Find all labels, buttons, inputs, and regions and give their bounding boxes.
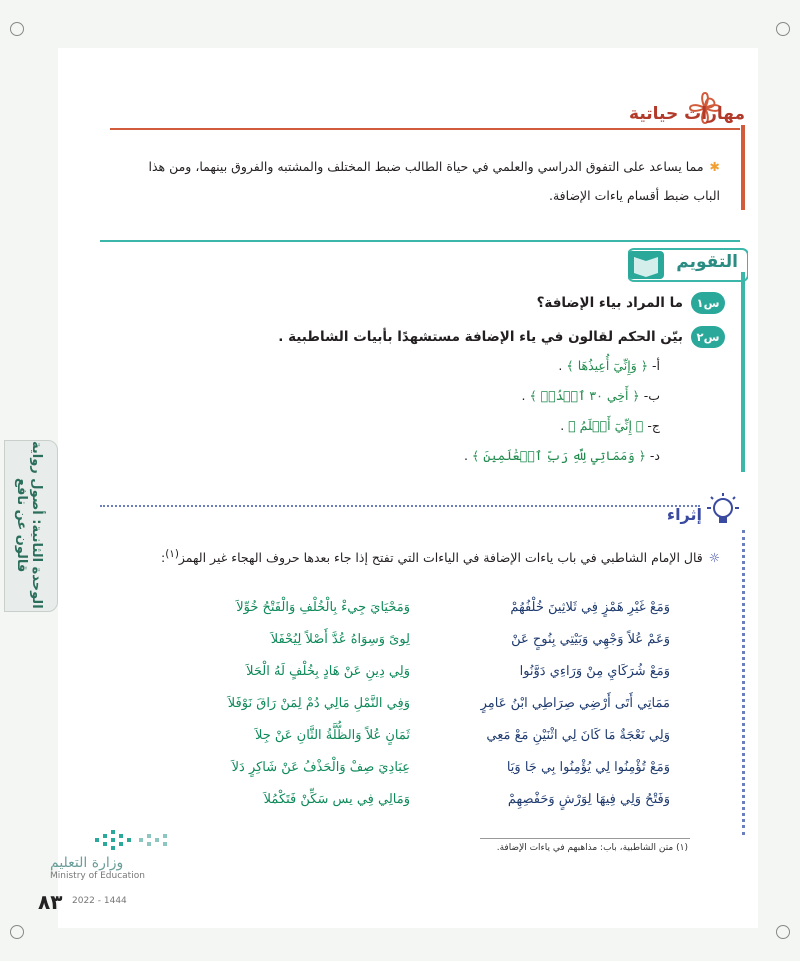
registration-mark-bottom-right <box>776 925 790 939</box>
evaluation-header-line <box>100 240 740 242</box>
ministry-name-en: Ministry of Education <box>50 871 145 881</box>
verse-line: وَلِي دِينِ عَنْ هَادٍ بِخُلْفٍ لَهُ الْحَلاَ <box>246 664 410 679</box>
verses-right-column <box>415 592 670 816</box>
enrichment-text: قال الإمام الشاطبي في باب ياءات الإضافة في الياءات التي تفتح إذا جاء بعدها حروف الهجاء غير الهمز <box>178 550 703 566</box>
ministry-name-ar: وزارة التعليم <box>50 855 124 871</box>
sun-bullet-icon: ☼ <box>708 550 720 566</box>
option-a: أ- ﴿ وَإِنِّيٓ أُعِيذُهَا ﴾ . <box>558 358 660 373</box>
question-2 <box>278 326 725 348</box>
question-1-text: ما المراد بياء الإضافة؟ <box>536 295 683 311</box>
verse-line: وَلِي نَعْجَةٌ مَا كَانَ لِي اثْنَيْنِ مَعْ مَعِي <box>486 728 670 743</box>
evaluation-side-bar <box>741 272 745 472</box>
verse-line: وَمَعْ شُرَكَايِ مِنْ وَرَاءِي دَوَّنُوا <box>519 664 670 679</box>
footnote-marker: (١) <box>165 548 179 560</box>
question-1 <box>537 292 725 314</box>
verse-line: ثَمَانٍ عُلاً وَالظُّلَّةُ الثَّانِ عَنْ جِلاَ <box>254 728 410 743</box>
registration-mark-bottom-left <box>10 925 24 939</box>
star-bullet-icon: ✱ <box>709 159 720 174</box>
question-2-text: بيّن الحكم لقالون في ياء الإضافة مستشهدًا بأبيات الشاطبية . <box>278 329 683 345</box>
verse-line: وَمَحْيَايَ جِيءْ بِالْخُلْفِ وَالْفَتْحُ خُوِّلاَ <box>236 600 410 615</box>
lightbulb-icon <box>701 492 745 530</box>
evaluation-title: التقويم <box>676 252 738 272</box>
question-2-badge: س٢ <box>691 326 725 348</box>
enrichment-title: إثراء <box>666 505 702 524</box>
footnote-divider <box>480 838 690 839</box>
verse-line: مَمَاتِي أَتَى أَرْضِي صِرَاطِي ابْنُ عَامِرٍ <box>480 696 670 711</box>
enrichment-side-bar <box>738 530 745 835</box>
year-label: 2022 - 1444 <box>72 896 127 906</box>
ministry-logo-icon <box>95 828 175 850</box>
enrichment-header-line <box>100 505 700 507</box>
option-d: د- ﴿ وَمَمَاتِي لِلَّهِ رَبِّ ٱلۡعَٰلَمِينَ ﴾ . <box>463 448 660 463</box>
skills-text: مما يساعد على التفوق الدراسي والعلمي في حياة الطالب ضبط المختلف والمشتبه والفروق بينهما، ومن هذا الباب ضبط أقسام ياءات الإضافة. <box>148 159 720 203</box>
verse-line: وَفَتْحُ وَلِي فِيهَا لِوَرْشٍ وَحَفْصِهِمْ <box>507 792 670 807</box>
verses-left-column <box>170 592 410 816</box>
verse-line: وَمَعْ غَيْرِ هَمْزٍ فِي ثَلاثِينَ خُلْفُهُمْ <box>510 600 670 615</box>
skills-body <box>120 152 720 210</box>
footnote: (١) متن الشاطبية، باب: مذاهبهم في ياءات الإضافة. <box>496 843 688 853</box>
registration-mark-top-right <box>776 22 790 36</box>
skills-side-bar <box>741 125 745 210</box>
registration-mark-top-left <box>10 22 24 36</box>
unit-side-tab-label: الوحدة الثانية: أصول رواية قالون عن نافع <box>14 441 44 609</box>
verse-line: عِبَادِيَ صِفْ وَالْحَذْفُ عَنْ شَاكِرٍ دَلاَ <box>231 760 410 775</box>
ministry-block <box>50 855 190 881</box>
page-number: ٨٣ <box>38 890 63 914</box>
option-c: ج- ﴿ إِنِّيٓ أَعۡلَمُ ﴾ . <box>560 418 660 433</box>
verse-line: وَفِي النَّمْلِ مَالِي دُمْ لِمَنْ رَاقَ نَوْفَلاَ <box>227 696 410 711</box>
verse-line: وَمَالِي فِي يس سَكِّنْ فَتَكْمُلاَ <box>263 792 410 807</box>
skills-title: مهارات حياتية <box>629 104 745 124</box>
verse-line: وَعَمْ عُلاً وَجْهِي وَبَيْتِي بِنُوحٍ عَنْ <box>511 632 670 647</box>
question-1-badge: س١ <box>691 292 725 314</box>
option-b: ب- ﴿ أَخِي ٣٠ ٱشۡدُدۡ ﴾ . <box>521 388 660 403</box>
verse-line: لِوىً وَسِوَاهُ عُدَّ أَصْلاً لِيُحْفَلاَ <box>270 632 410 647</box>
enrichment-body: ☼قال الإمام الشاطبي في باب ياءات الإضافة في الياءات التي تفتح إذا جاء بعدها حروف الهجاء غير الهمز$^{(١)}$: <box>160 548 720 566</box>
verse-line: وَمَعْ تُؤْمِنُوا لِي يُؤْمِنُوا بِي جَا وَيَا <box>506 760 670 775</box>
